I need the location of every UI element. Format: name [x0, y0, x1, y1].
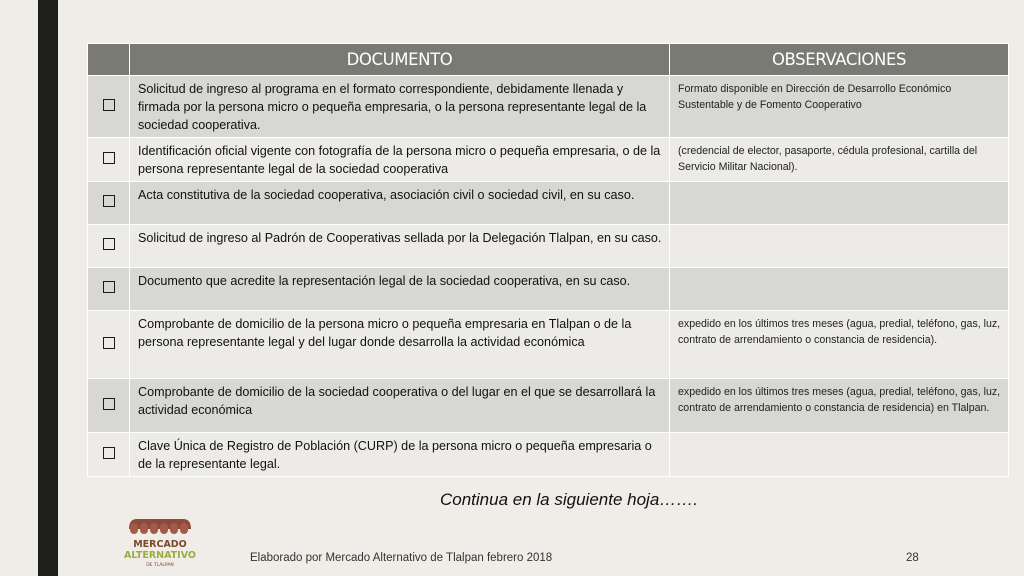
- checkbox-icon: [103, 447, 115, 459]
- logo-line1: MERCADO: [133, 539, 187, 550]
- observaciones-cell: [670, 182, 1009, 225]
- header-checkbox-col: [88, 44, 130, 76]
- checkbox-cell: [88, 433, 130, 477]
- checkbox-icon: [103, 195, 115, 207]
- page-number: 28: [906, 552, 919, 564]
- table-row: [88, 182, 1009, 225]
- documento-cell: Identificación oficial vigente con fotografía de la persona micro o pequeña empresaria, o de la persona representante legal de la sociedad cooperativa: [130, 138, 670, 182]
- table-row: [88, 76, 1009, 138]
- header-documento: DOCUMENTO: [130, 44, 670, 76]
- observaciones-cell: [670, 225, 1009, 268]
- checkbox-icon: [103, 281, 115, 293]
- documento-cell: Solicitud de ingreso al programa en el formato correspondiente, debidamente llenada y firmada por la persona micro o pequeña empresaria, o la persona representante legal de la sociedad cooperativa.: [130, 76, 670, 138]
- checkbox-icon: [103, 337, 115, 349]
- documento-cell: Acta constitutiva de la sociedad cooperativa, asociación civil o sociedad civil, en su caso.: [130, 182, 670, 225]
- observaciones-cell: Formato disponible en Dirección de Desarrollo Económico Sustentable y de Fomento Cooperativo: [670, 76, 1009, 138]
- documento-cell: Comprobante de domicilio de la persona micro o pequeña empresaria en Tlalpan o de la persona representante legal y del lugar donde desarrolla la actividad económica: [130, 311, 670, 379]
- checkbox-cell: [88, 268, 130, 311]
- observaciones-cell: [670, 433, 1009, 477]
- table-row: [88, 268, 1009, 311]
- documento-cell: Documento que acredite la representación legal de la sociedad cooperativa, en su caso.: [130, 268, 670, 311]
- footer-text: Elaborado por Mercado Alternativo de Tlalpan febrero 2018: [250, 552, 553, 564]
- observaciones-cell: expedido en los últimos tres meses (agua, predial, teléfono, gas, luz, contrato de arrendamiento o constancia de residencia).: [670, 311, 1009, 379]
- checkbox-cell: [88, 76, 130, 138]
- checkbox-cell: [88, 225, 130, 268]
- observaciones-cell: expedido en los últimos tres meses (agua, predial, teléfono, gas, luz, contrato de arrendamiento o constancia de residencia) en Tlalpan.: [670, 379, 1009, 433]
- table-row: [88, 433, 1009, 477]
- documento-cell: Comprobante de domicilio de la sociedad cooperativa o del lugar en el que se desarrollará la actividad económica: [130, 379, 670, 433]
- checkbox-icon: [103, 238, 115, 250]
- logo-line2: ALTERNATIVO: [124, 550, 196, 561]
- table-row: [88, 311, 1009, 379]
- table-row: [88, 225, 1009, 268]
- documents-table: [87, 43, 1009, 477]
- checkbox-icon: [103, 398, 115, 410]
- checkbox-cell: [88, 182, 130, 225]
- table-row: [88, 138, 1009, 182]
- mercado-alternativo-logo: [123, 515, 197, 571]
- checkbox-cell: [88, 138, 130, 182]
- checkbox-icon: [103, 152, 115, 164]
- table-header-row: [88, 44, 1009, 76]
- documento-cell: Solicitud de ingreso al Padrón de Cooperativas sellada por la Delegación Tlalpan, en su caso.: [130, 225, 670, 268]
- checkbox-icon: [103, 99, 115, 111]
- observaciones-cell: [670, 268, 1009, 311]
- checkbox-cell: [88, 311, 130, 379]
- header-observaciones: OBSERVACIONES: [670, 44, 1009, 76]
- continua-note: Continua en la siguiente hoja…….: [440, 490, 698, 509]
- table-row: [88, 379, 1009, 433]
- checkbox-cell: [88, 379, 130, 433]
- documento-cell: Clave Única de Registro de Población (CURP) de la persona micro o pequeña empresaria o de la representante legal.: [130, 433, 670, 477]
- left-accent-bar: [38, 0, 58, 576]
- observaciones-cell: (credencial de elector, pasaporte, cédula profesional, cartilla del Servicio Militar Nacional).: [670, 138, 1009, 182]
- logo-line3: DE TLALPAN: [146, 563, 174, 568]
